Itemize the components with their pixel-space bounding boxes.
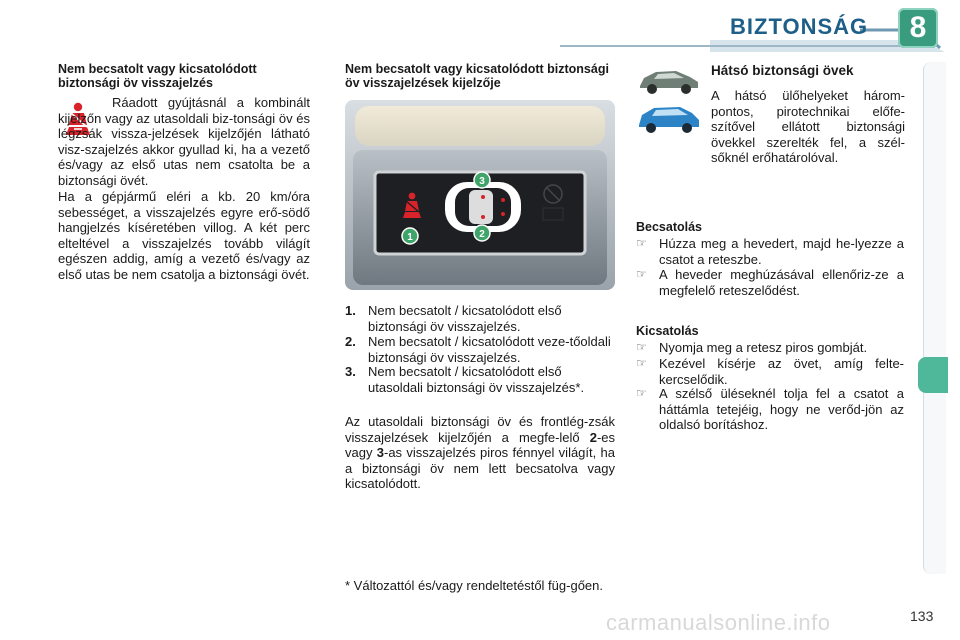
numbered-item-2-text: Nem becsatolt / kicsatolódott veze-tőoldali biztonsági öv visszajelzés. (368, 334, 611, 365)
page-number: 133 (910, 608, 934, 624)
left-paragraph-1: Ráadott gyújtásnál a kombinált kijelzőn vagy az utasoldali biz-tonsági öv és légzsák vissza-jelzések kijelzőjén látható visz-szajelzés akkor gyullad ki, ha a vezető és/vagy az első utas nem csatolta be a biztonsági övét. (58, 95, 310, 188)
right-intro: A hátsó ülőhelyeket három-pontos, pirotechnikai előfe-szítővel ellátott biztonsági övekkel szerelték fel, a szél-sőknél erőhatárolóval. (711, 88, 905, 165)
bullet-hand-icon: ☞ (636, 356, 647, 370)
marker-2 (474, 225, 490, 241)
bullet-hand-icon: ☞ (636, 340, 647, 354)
numbered-item-1-num: 1. (345, 303, 356, 318)
bullet-hand-icon: ☞ (636, 236, 647, 250)
becsatolas-item-2: ☞ A heveder meghúzásával ellenőriz-ze a megfelelő reteszelődést. (636, 267, 904, 298)
marker-2-label: 2 (479, 229, 485, 240)
car-gray-icon (636, 64, 702, 96)
numbered-item-3 (345, 364, 620, 395)
header-title: BIZTONSÁG (730, 14, 869, 39)
chapter-tabs (923, 62, 946, 574)
numbered-item-2-num: 2. (345, 334, 356, 349)
indicator-display-illustration (345, 100, 615, 290)
left-heading: Nem becsatolt vagy kicsatolódott biztonsági öv visszajelzés (58, 62, 257, 90)
marker-3 (474, 172, 490, 188)
chapter-tab-active[interactable] (918, 357, 948, 393)
numbered-item-1 (345, 303, 617, 334)
numbered-item-1-text: Nem becsatolt / kicsatolódott első biztonsági öv visszajelzés. (368, 303, 562, 334)
right-heading: Hátsó biztonsági övek (711, 63, 854, 78)
kicsatolas-item-2: ☞ Kezével kísérje az övet, amíg felte-kercselődik. (636, 356, 904, 387)
chapter-number: 8 (909, 11, 927, 44)
kicsatolas-heading: Kicsatolás (636, 324, 699, 338)
middle-paragraph: Az utasoldali biztonsági öv és frontlég-zsák visszajelzések kijelzőjén a megfe-lelő 2-es vagy 3-as visszajelzés piros fénnyel világít, ha a biztonsági öv nem lett becsatolva vagy kicsatolódott. (345, 414, 615, 491)
marker-3-label: 3 (479, 176, 485, 187)
marker-1-label: 1 (407, 232, 413, 243)
becsatolas-heading: Becsatolás (636, 220, 703, 234)
marker-1 (402, 228, 418, 244)
becsatolas-item-1: ☞ Húzza meg a hevedert, majd he-lyezze a csatot a reteszbe. (636, 236, 904, 267)
numbered-item-2 (345, 334, 617, 365)
bullet-hand-icon: ☞ (636, 386, 647, 400)
watermark: carmanualsonline.info (606, 610, 831, 635)
bullet-hand-icon: ☞ (636, 267, 647, 281)
footnote: * Változattól és/vagy rendeltetéstől füg-gően. (345, 578, 603, 593)
left-paragraph-2: Ha a gépjármű eléri a kb. 20 km/óra sebességet, a visszajelzés egyre erő-södő hangjelzés kíséretében villog. A két perc elteltével a visszajelzés tovább világít egészen addig, amíg a vezető és/vagy az első utas be nem csatolja a biztonsági övét. (58, 189, 310, 282)
middle-heading: Nem becsatolt vagy kicsatolódott biztonsági öv visszajelzések kijelzője (345, 62, 609, 90)
numbered-item-3-text: Nem becsatolt / kicsatolódott első utasoldali biztonsági öv visszajelzés*. (368, 364, 585, 395)
kicsatolas-item-1: ☞ Nyomja meg a retesz piros gombját. (636, 340, 868, 355)
car-blue-icon (636, 100, 702, 136)
kicsatolas-item-3: ☞ A szélső üléseknél tolja fel a csatot a háttámla tetejéig, hogy ne verőd-jön az oldalsó borításhoz. (636, 386, 904, 432)
numbered-item-3-num: 3. (345, 364, 356, 379)
